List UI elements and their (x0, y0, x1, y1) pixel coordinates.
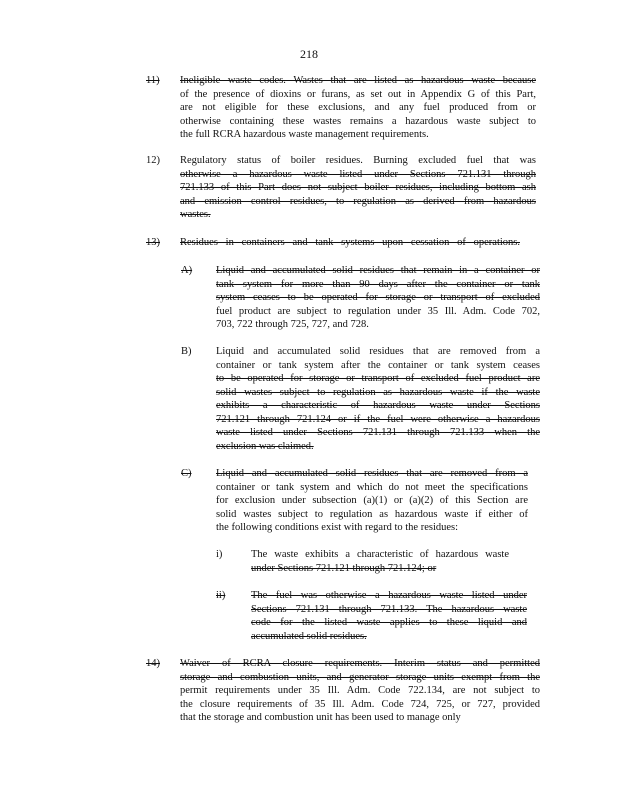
text-line: permit requirements under 35 Ill. Adm. Code 722.134, are not subject to (180, 685, 540, 696)
text-line: system ceases to be operated for storage or transport of excluded (216, 292, 540, 303)
paragraph-13 (180, 236, 520, 250)
paragraph-b (216, 345, 540, 453)
text-line: storage and combustion units, and generator storage units exempt from the (180, 671, 540, 683)
paragraph-a-number: A) (181, 265, 193, 276)
text-line: exclusion was claimed. (216, 440, 314, 452)
paragraph-c-number: C) (181, 468, 192, 479)
text-line: Waiver of RCRA closure requirements. Interim status and permitted (180, 658, 540, 669)
paragraph-11 (180, 74, 536, 142)
text-line: the closure requirements of 35 Ill. Adm. Code 724, 725, or 727, provided (180, 698, 540, 710)
text-line: solid wastes subject to regulation as hazardous waste if the waste (216, 386, 540, 398)
paragraph-14-number: 14) (146, 658, 160, 669)
paragraph-b-number: B) (181, 346, 192, 357)
text-line: container or tank system after the container or tank system ceases (216, 359, 540, 371)
text-line: The fuel was otherwise a hazardous waste listed under (251, 590, 527, 601)
text-line: Ineligible waste codes. Wastes that are listed as hazardous waste because (180, 75, 536, 86)
text-line: under Sections 721.121 through 721.124; or (251, 562, 437, 574)
paragraph-11-number: 11) (146, 75, 160, 86)
text-line: fuel product are subject to regulation under 35 Ill. Adm. Code 702, (216, 305, 540, 317)
text-line: and emission control residues, to regulation as derived from hazardous (180, 195, 536, 207)
text-line: solid wastes subject to regulation as hazardous waste if either of (216, 508, 528, 520)
text-line: Residues in containers and tank systems upon cessation of operations. (180, 237, 520, 248)
text-line: Sections 721.131 through 721.133. The hazardous waste (251, 603, 527, 615)
page-number: 218 (300, 47, 318, 61)
paragraph-12 (180, 154, 536, 222)
paragraph-i-number: i) (216, 549, 223, 560)
text-line: are not eligible for these exclusions, and any fuel produced from or (180, 102, 536, 113)
paragraph-ii-number: ii) (216, 590, 226, 601)
text-line: accumulated solid residues. (251, 630, 367, 642)
text-line: Liquid and accumulated solid residues that are removed from a (216, 468, 528, 479)
text-line: that the storage and combustion unit has been used to manage only (180, 712, 461, 723)
text-line: to be operated for storage or transport of excluded fuel product are (216, 373, 540, 384)
text-line: for exclusion under subsection (a)(1) or (a)(2) of this Section are (216, 495, 528, 506)
text-line: code for the listed waste applies to these liquid and (251, 617, 527, 628)
text-line: Liquid and accumulated solid residues that remain in a container or (216, 265, 540, 276)
text-line: tank system for more than 90 days after the container or tank (216, 278, 540, 290)
text-line: Regulatory status of boiler residues. Burning excluded fuel that was (180, 155, 536, 166)
text-line: the full RCRA hazardous waste management requirements. (180, 129, 429, 140)
text-line: the following conditions exist with regard to the residues: (216, 522, 459, 533)
text-line: container or tank system and which do not meet the specifications (216, 481, 528, 493)
paragraph-13-number: 13) (146, 237, 160, 248)
paragraph-c (216, 467, 528, 535)
paragraph-14 (180, 657, 540, 725)
paragraph-ii (251, 589, 527, 643)
text-line: waste listed under Sections 721.131 through 721.133 when the (216, 427, 540, 438)
paragraph-a (216, 264, 540, 332)
text-line: otherwise a hazardous waste listed under Sections 721.131 through (180, 168, 536, 180)
text-line: 721.133 of this Part does not subject boiler residues, including bottom ash (180, 182, 536, 193)
paragraph-12-number: 12) (146, 155, 160, 166)
text-line: Liquid and accumulated solid residues that are removed from a (216, 346, 540, 357)
text-line: 721.121 through 721.124 or if the fuel were otherwise a hazardous (216, 413, 540, 425)
paragraph-i (251, 548, 509, 575)
text-line: exhibits a characteristic of hazardous waste under Sections (216, 400, 540, 411)
text-line: wastes. (180, 209, 211, 220)
text-line: of the presence of dioxins or furans, as set out in Appendix G of this Part, (180, 88, 536, 100)
text-line: otherwise containing these wastes remains a hazardous waste subject to (180, 115, 536, 127)
text-line: The waste exhibits a characteristic of hazardous waste (251, 549, 509, 560)
text-line: 703, 722 through 725, 727, and 728. (216, 319, 369, 330)
